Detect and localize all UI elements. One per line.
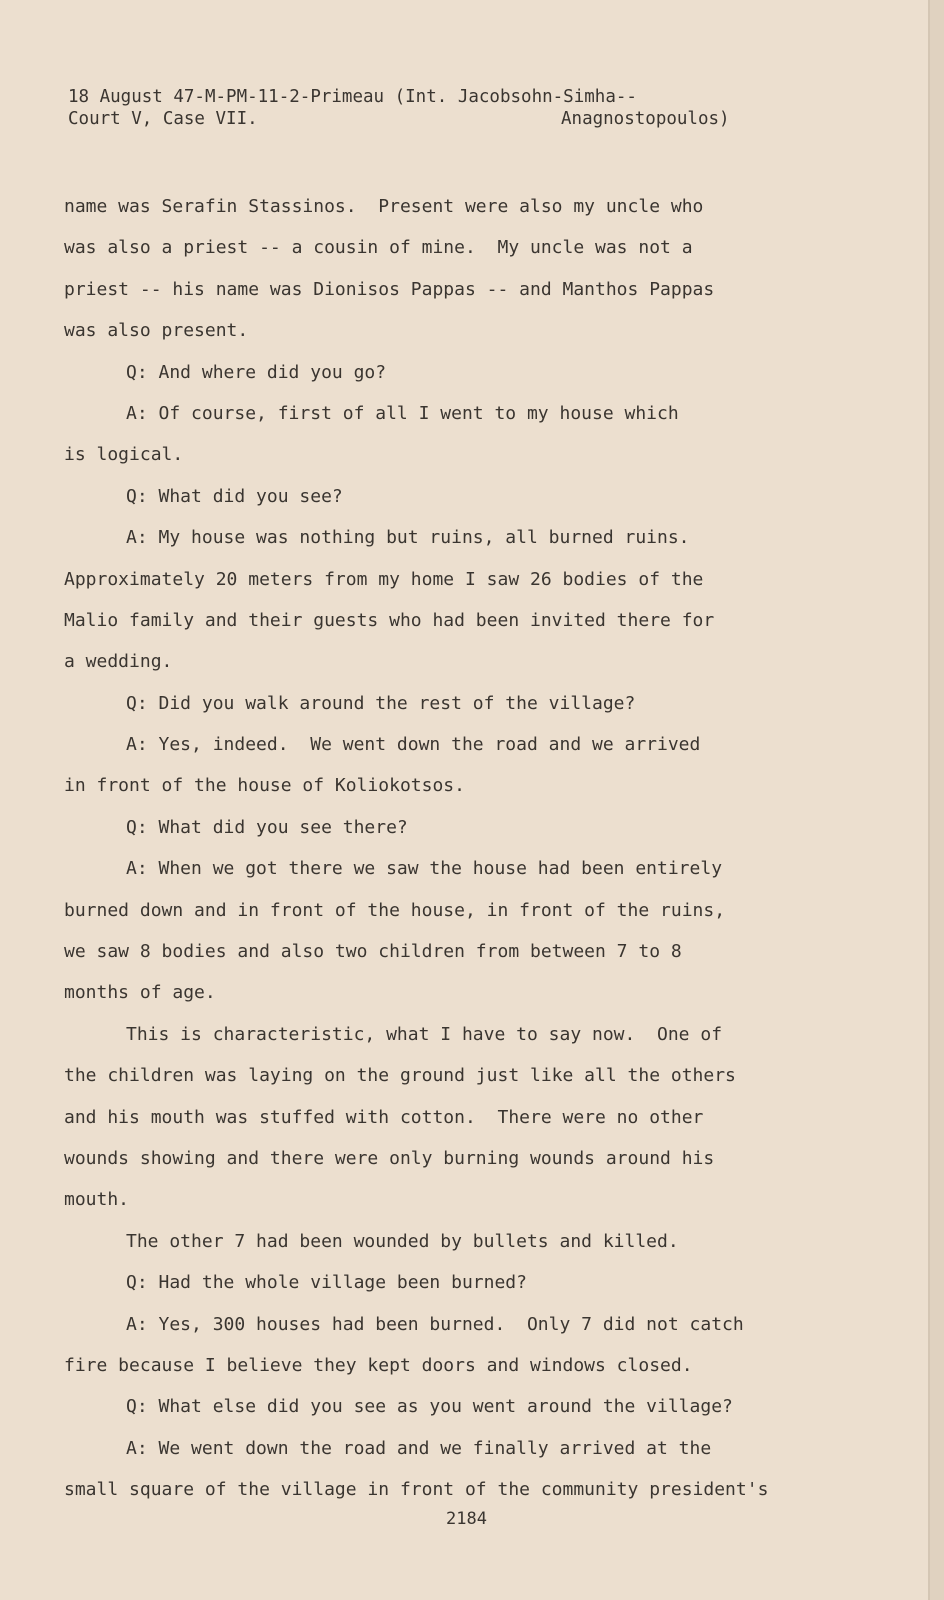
- transcript-line: A: We went down the road and we finally arrived at the: [126, 1437, 712, 1459]
- transcript-line: and his mouth was stuffed with cotton. There were no other: [64, 1106, 704, 1128]
- page-number: 2184: [446, 1509, 487, 1529]
- transcript-line: Q: And where did you go?: [126, 361, 387, 383]
- transcript-line: in front of the house of Koliokotsos.: [64, 775, 465, 797]
- header-line-3: Anagnostopoulos): [561, 109, 730, 129]
- transcript-line: Q: What did you see there?: [126, 816, 408, 838]
- transcript-line: was also present.: [64, 320, 249, 342]
- transcript-line: Malio family and their guests who had been invited there for: [64, 609, 715, 631]
- transcript-line: fire because I believe they kept doors and windows closed.: [64, 1354, 693, 1376]
- transcript-line: A: When we got there we saw the house had been entirely: [126, 858, 723, 880]
- transcript-line: was also a priest -- a cousin of mine. My uncle was not a: [64, 237, 693, 259]
- transcript-body: [64, 186, 864, 1511]
- transcript-line: The other 7 had been wounded by bullets and killed.: [126, 1230, 679, 1252]
- transcript-line: wounds showing and there were only burning wounds around his: [64, 1147, 715, 1169]
- transcript-line: This is characteristic, what I have to say now. One of: [126, 1023, 723, 1045]
- transcript-line: Q: What else did you see as you went around the village?: [126, 1396, 733, 1418]
- transcript-line: Approximately 20 meters from my home I saw 26 bodies of the: [64, 568, 704, 590]
- transcript-line: name was Serafin Stassinos. Present were also my uncle who: [64, 196, 704, 217]
- document-header: [68, 86, 730, 129]
- transcript-line: A: Of course, first of all I went to my house which: [126, 402, 679, 424]
- transcript-line: a wedding.: [64, 651, 173, 673]
- transcript-line: mouth.: [64, 1189, 130, 1211]
- transcript-line: Q: Had the whole village been burned?: [126, 1272, 527, 1294]
- transcript-line: Q: What did you see?: [126, 485, 343, 507]
- transcript-line: priest -- his name was Dionisos Pappas -- and Manthos Pappas: [64, 278, 715, 300]
- page-edge: [930, 0, 944, 1600]
- header-line-2: Court V, Case VII.: [68, 109, 258, 129]
- transcript-line: A: Yes, indeed. We went down the road and we arrived: [126, 734, 701, 756]
- transcript-line: Q: Did you walk around the rest of the village?: [126, 692, 636, 714]
- transcript-line: is logical.: [64, 444, 184, 466]
- transcript-line: months of age.: [64, 982, 216, 1004]
- transcript-line: the children was laying on the ground just like all the others: [64, 1065, 736, 1087]
- transcript-line: A: Yes, 300 houses had been burned. Only 7 did not catch: [126, 1313, 744, 1335]
- transcript-line: we saw 8 bodies and also two children from between 7 to 8: [64, 941, 682, 963]
- transcript-line: A: My house was nothing but ruins, all burned ruins.: [126, 527, 690, 549]
- transcript-line: small square of the village in front of the community president's: [64, 1479, 769, 1501]
- header-line-1: 18 August 47-M-PM-11-2-Primeau (Int. Jacobsohn-Simha--: [68, 87, 637, 107]
- transcript-line: burned down and in front of the house, in front of the ruins,: [64, 899, 726, 921]
